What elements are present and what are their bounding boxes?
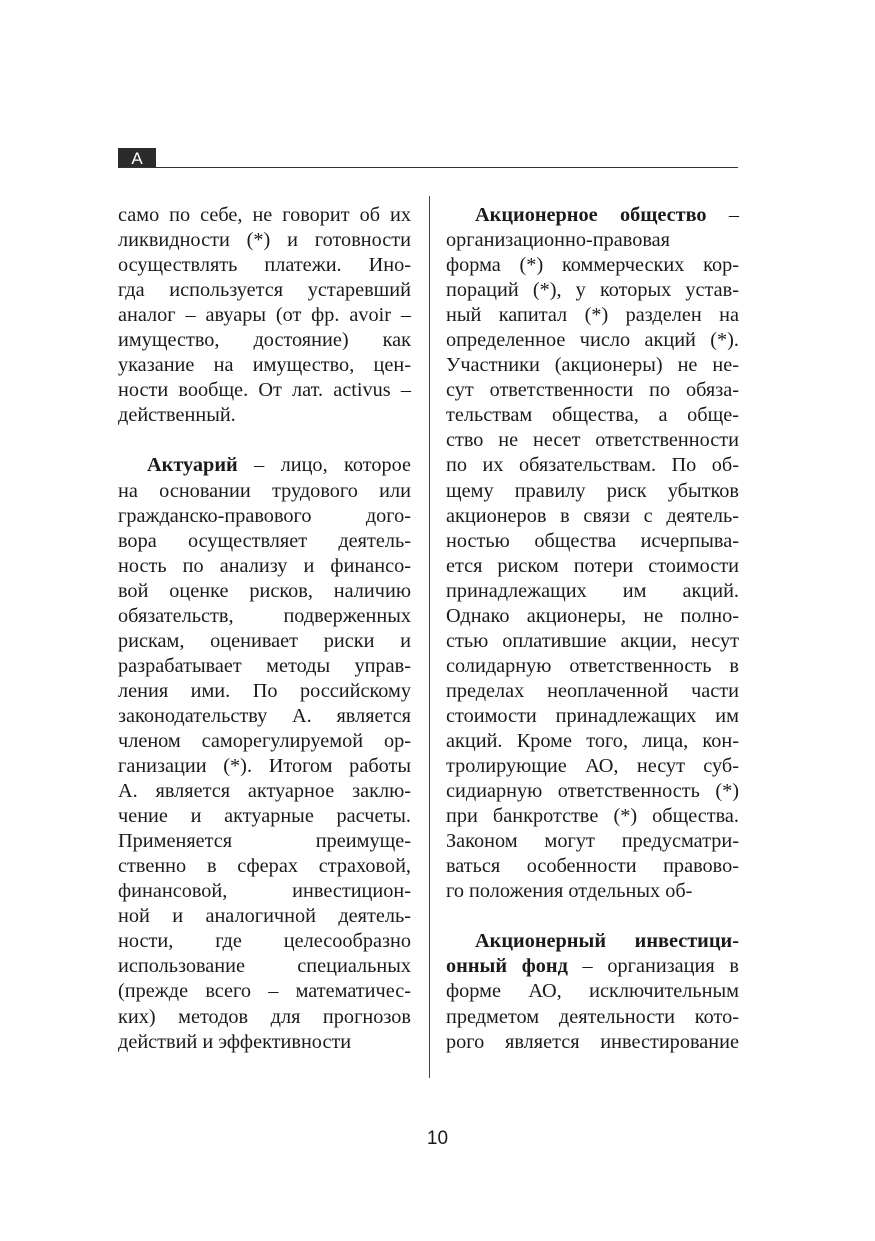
text-line: ления ими. По российскому bbox=[118, 679, 411, 702]
text-line: имущество, достояние) как bbox=[118, 329, 411, 352]
entry-aktuariy bbox=[118, 453, 411, 1054]
text-line: щему правилу риск убытков bbox=[446, 479, 739, 502]
text-line: форма (*) коммерческих кор- bbox=[446, 254, 739, 277]
text-line: ганизации (*). Итогом работы bbox=[118, 755, 411, 778]
text-line: ваться особенности правово- bbox=[446, 855, 739, 878]
text-line: действенный. bbox=[118, 404, 236, 427]
text-line: ность по анализу и финансо- bbox=[118, 554, 411, 577]
section-letter-tab: А bbox=[118, 148, 156, 168]
text-line: определенное число акций (*). bbox=[446, 329, 739, 352]
text-line: форме АО, исключительным bbox=[446, 980, 739, 1003]
text-line: рискам, оценивает риски и bbox=[118, 629, 411, 652]
text-line: финансовой, инвестицион- bbox=[118, 880, 411, 903]
entry-term-part-2: онный фонд bbox=[446, 955, 568, 978]
text-line: членом саморегулируемой ор- bbox=[118, 729, 411, 752]
text-line: солидарную ответственность в bbox=[446, 654, 739, 677]
entry-term: Акционерное общество bbox=[475, 204, 707, 226]
text-line: акций. Кроме того, лица, кон- bbox=[446, 729, 739, 752]
text-line: Законом могут предусматри- bbox=[446, 830, 739, 853]
entry-term: Актуарий bbox=[147, 454, 238, 477]
right-column bbox=[446, 203, 739, 1055]
text-line: пораций (*), у которых устав- bbox=[446, 279, 739, 302]
entry-term-line bbox=[446, 929, 739, 954]
text-line: чение и актуарные расчеты. bbox=[118, 805, 411, 828]
text-line: ственно в сферах страховой, bbox=[118, 855, 411, 878]
left-column bbox=[118, 203, 411, 1055]
text-line: ностью общества исчерпыва- bbox=[446, 529, 739, 552]
text-line: акционеров в связи с деятель- bbox=[446, 504, 739, 527]
entry-aktsionernoe-obshchestvo bbox=[446, 203, 739, 904]
page-number: 10 bbox=[426, 1128, 449, 1149]
text-line: Однако акционеры, не полно- bbox=[446, 604, 739, 627]
entry-first-line bbox=[446, 203, 739, 228]
entry-term-part-1: Акционерный инвестици- bbox=[475, 930, 739, 953]
text-line: ный капитал (*) разделен на bbox=[446, 304, 739, 327]
entry-second-line-rest: – организация в bbox=[567, 955, 739, 978]
column-divider bbox=[429, 196, 430, 1078]
text-line: по их обязательствам. По об- bbox=[446, 454, 739, 477]
entry-first-line bbox=[118, 453, 411, 478]
text-line: само по себе, не говорит об их bbox=[118, 204, 411, 226]
paragraph-aktivy-continued bbox=[118, 203, 411, 428]
text-line: использование специальных bbox=[118, 955, 411, 978]
entry-first-line-rest: – лицо, которое bbox=[237, 454, 411, 477]
entry-first-line-rest: – bbox=[706, 204, 739, 226]
text-line: (прежде всего – математичес- bbox=[118, 980, 411, 1003]
text-line: при банкротстве (*) общества. bbox=[446, 805, 739, 828]
text-line: предметом деятельности кото- bbox=[446, 1005, 739, 1028]
text-line: Участники (акционеры) не не- bbox=[446, 354, 739, 377]
text-line: на основании трудового или bbox=[118, 479, 411, 502]
text-line: ких) методов для прогнозов bbox=[118, 1005, 411, 1028]
text-line: А. является актуарное заклю- bbox=[118, 780, 411, 803]
text-line: обязательств, подверженных bbox=[118, 604, 411, 627]
text-line: действий и эффективности bbox=[118, 1030, 352, 1053]
text-line: тельствам общества, а обще- bbox=[446, 404, 739, 427]
text-line: разрабатывает методы управ- bbox=[118, 654, 411, 677]
text-line: принадлежащих им акций. bbox=[446, 579, 739, 602]
text-line: стоимости принадлежащих им bbox=[446, 704, 739, 727]
text-line: сут ответственности по обяза- bbox=[446, 379, 739, 402]
text-line: гражданско-правового дого- bbox=[118, 504, 411, 527]
paragraph-gap bbox=[118, 428, 411, 453]
text-line: законодательству А. является bbox=[118, 704, 411, 727]
text-line: вора осуществляет деятель- bbox=[118, 529, 411, 552]
text-line: Применяется преимуще- bbox=[118, 830, 411, 853]
text-line: пределах неоплаченной части bbox=[446, 679, 739, 702]
text-line: стью оплатившие акции, несут bbox=[446, 629, 739, 652]
paragraph-gap bbox=[446, 904, 739, 929]
text-line: вой оценке рисков, наличию bbox=[118, 579, 411, 602]
text-line: осуществлять платежи. Ино- bbox=[118, 254, 411, 277]
text-line: тролирующие АО, несут суб- bbox=[446, 755, 739, 778]
text-line: рого является инвестирование bbox=[446, 1030, 739, 1053]
text-line: ликвидности (*) и готовности bbox=[118, 229, 411, 252]
text-line: ности вообще. От лат. activus – bbox=[118, 379, 411, 402]
text-line: ности, где целесообразно bbox=[118, 930, 411, 953]
text-line: организационно-правовая bbox=[446, 229, 670, 252]
text-line: указание на имущество, цен- bbox=[118, 354, 411, 377]
text-line: сидиарную ответственность (*) bbox=[446, 780, 739, 803]
text-line: го положения отдельных об- bbox=[446, 880, 693, 903]
text-line: ной и аналогичной деятель- bbox=[118, 905, 411, 928]
text-line: гда используется устаревший bbox=[118, 279, 411, 302]
entry-aktsionerny-investitsionny-fond bbox=[446, 929, 739, 1054]
entry-second-line bbox=[446, 954, 739, 979]
text-line: ется риском потери стоимости bbox=[446, 554, 739, 577]
header-rule bbox=[118, 167, 738, 168]
text-line: ство не несет ответственности bbox=[446, 429, 739, 452]
text-line: аналог – авуары (от фр. avoir – bbox=[118, 304, 411, 327]
